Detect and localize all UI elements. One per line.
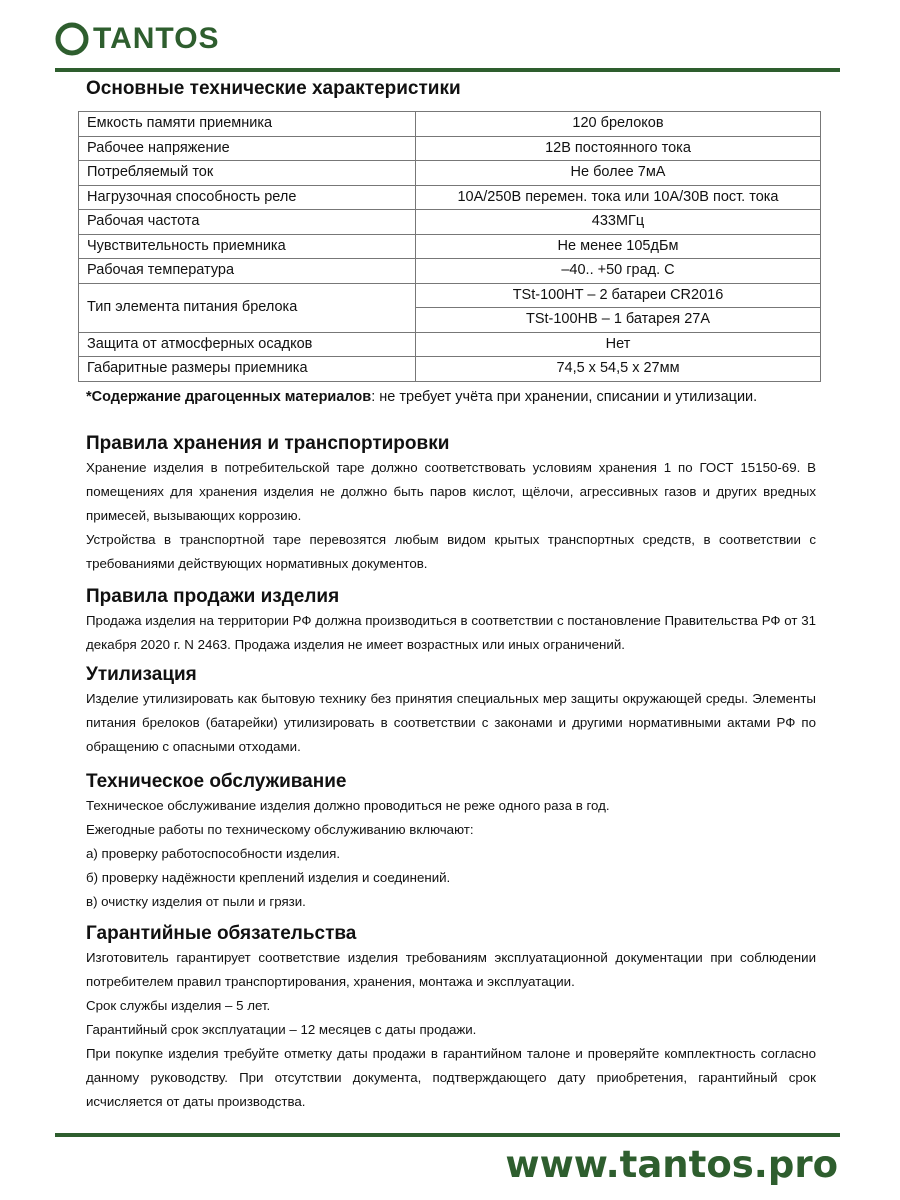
section bbox=[86, 922, 816, 1114]
paragraph: Ежегодные работы по техническому обслуживанию включают: bbox=[86, 822, 474, 837]
spec-value: 433МГц bbox=[416, 210, 821, 235]
spec-value: TSt-100HB – 1 батарея 27А bbox=[416, 308, 821, 333]
table-row bbox=[79, 210, 821, 235]
spec-label: Габаритные размеры приемника bbox=[79, 357, 416, 382]
paragraph: Изделие утилизировать как бытовую технику без принятия специальных мер защиты окружающей среды. Элементы питания брелоков (батарейки) утилизировать в соответствии с законами и другими нормативными актами РФ по обращению с опасными отходами. bbox=[86, 691, 816, 754]
table-row bbox=[79, 259, 821, 284]
section bbox=[86, 432, 816, 576]
spec-value: Нет bbox=[416, 332, 821, 357]
spec-label: Рабочая частота bbox=[79, 210, 416, 235]
table-row bbox=[79, 112, 821, 137]
spec-label: Рабочая температура bbox=[79, 259, 416, 284]
spec-label: Потребляемый ток bbox=[79, 161, 416, 186]
spec-value: 74,5 х 54,5 х 27мм bbox=[416, 357, 821, 382]
section-title: Правила хранения и транспортировки bbox=[86, 433, 450, 454]
section-title: Правила продажи изделия bbox=[86, 586, 340, 607]
spec-label: Тип элемента питания брелока bbox=[79, 283, 416, 332]
specs-table bbox=[78, 111, 821, 382]
paragraph: б) проверку надёжности креплений изделия и соединений. bbox=[86, 870, 451, 885]
materials-note: *Содержание драгоценных материалов: не требует учёта при хранении, списании и утилизации. bbox=[86, 389, 758, 405]
spec-label: Емкость памяти приемника bbox=[79, 112, 416, 137]
spec-label: Рабочее напряжение bbox=[79, 136, 416, 161]
specs-title: Основные технические характеристики bbox=[86, 78, 461, 99]
paragraph: в) очистку изделия от пыли и грязи. bbox=[86, 894, 306, 909]
spec-value: 10А/250В перемен. тока или 10А/30В пост. тока bbox=[416, 185, 821, 210]
logo-icon bbox=[55, 22, 89, 56]
section bbox=[86, 770, 816, 914]
table-row bbox=[79, 234, 821, 259]
table-row bbox=[79, 332, 821, 357]
spec-value: Не более 7мА bbox=[416, 161, 821, 186]
paragraph: Изготовитель гарантирует соответствие изделия требованиям эксплуатационной документации при соблюдении потребителем правил транспортирования, хранения, монтажа и эксплуатации. bbox=[86, 950, 816, 989]
table-row bbox=[79, 357, 821, 382]
section-title: Гарантийные обязательства bbox=[86, 923, 357, 944]
paragraph: Техническое обслуживание изделия должно проводиться не реже одного раза в год. bbox=[86, 798, 610, 813]
spec-value: –40.. +50 град. С bbox=[416, 259, 821, 284]
logo-text: TANTOS bbox=[93, 22, 220, 55]
paragraph: Срок службы изделия – 5 лет. bbox=[86, 998, 271, 1013]
tantos-logo bbox=[55, 22, 220, 56]
paragraph: Хранение изделия в потребительской таре должно соответствовать условиям хранения 1 по ГОСТ 15150-69. В помещениях для хранения изделия не должно быть паров кислот, щёлочи, агрессивных газов и других вредных примесей, вызывающих коррозию. bbox=[86, 460, 816, 523]
spec-value: TSt-100HT – 2 батареи CR2016 bbox=[416, 283, 821, 308]
table-row bbox=[79, 283, 821, 308]
section-title: Утилизация bbox=[86, 664, 197, 685]
section bbox=[86, 663, 816, 759]
paragraph: Продажа изделия на территории РФ должна производиться в соответствии с постановление Правительства РФ от 31 декабря 2020 г. N 2463. Продажа изделия не имеет возрастных или иных ограничений. bbox=[86, 613, 816, 652]
spec-value: Не менее 105дБм bbox=[416, 234, 821, 259]
table-row bbox=[79, 136, 821, 161]
spec-value: 120 брелоков bbox=[416, 112, 821, 137]
spec-label: Нагрузочная способность реле bbox=[79, 185, 416, 210]
paragraph: Гарантийный срок эксплуатации – 12 месяцев с даты продажи. bbox=[86, 1022, 477, 1037]
table-row bbox=[79, 161, 821, 186]
section-title: Техническое обслуживание bbox=[86, 771, 347, 792]
spec-label: Чувствительность приемника bbox=[79, 234, 416, 259]
table-row bbox=[79, 185, 821, 210]
website-link[interactable]: www.tantos.pro bbox=[505, 1143, 838, 1186]
spec-value: 12В постоянного тока bbox=[416, 136, 821, 161]
spec-label: Защита от атмосферных осадков bbox=[79, 332, 416, 357]
paragraph: При покупке изделия требуйте отметку даты продажи в гарантийном талоне и проверяйте комплектность согласно данному руководству. При отсутствии документа, подтверждающего дату приобретения, гарантийный срок исчисляется от даты производства. bbox=[86, 1046, 816, 1109]
paragraph: Устройства в транспортной таре перевозятся любым видом крытых транспортных средств, в соответствии с требованиями действующих нормативных документов. bbox=[86, 532, 816, 571]
paragraph: а) проверку работоспособности изделия. bbox=[86, 846, 341, 861]
section bbox=[86, 585, 816, 657]
footer-divider bbox=[55, 1133, 840, 1137]
header-divider bbox=[55, 68, 840, 72]
